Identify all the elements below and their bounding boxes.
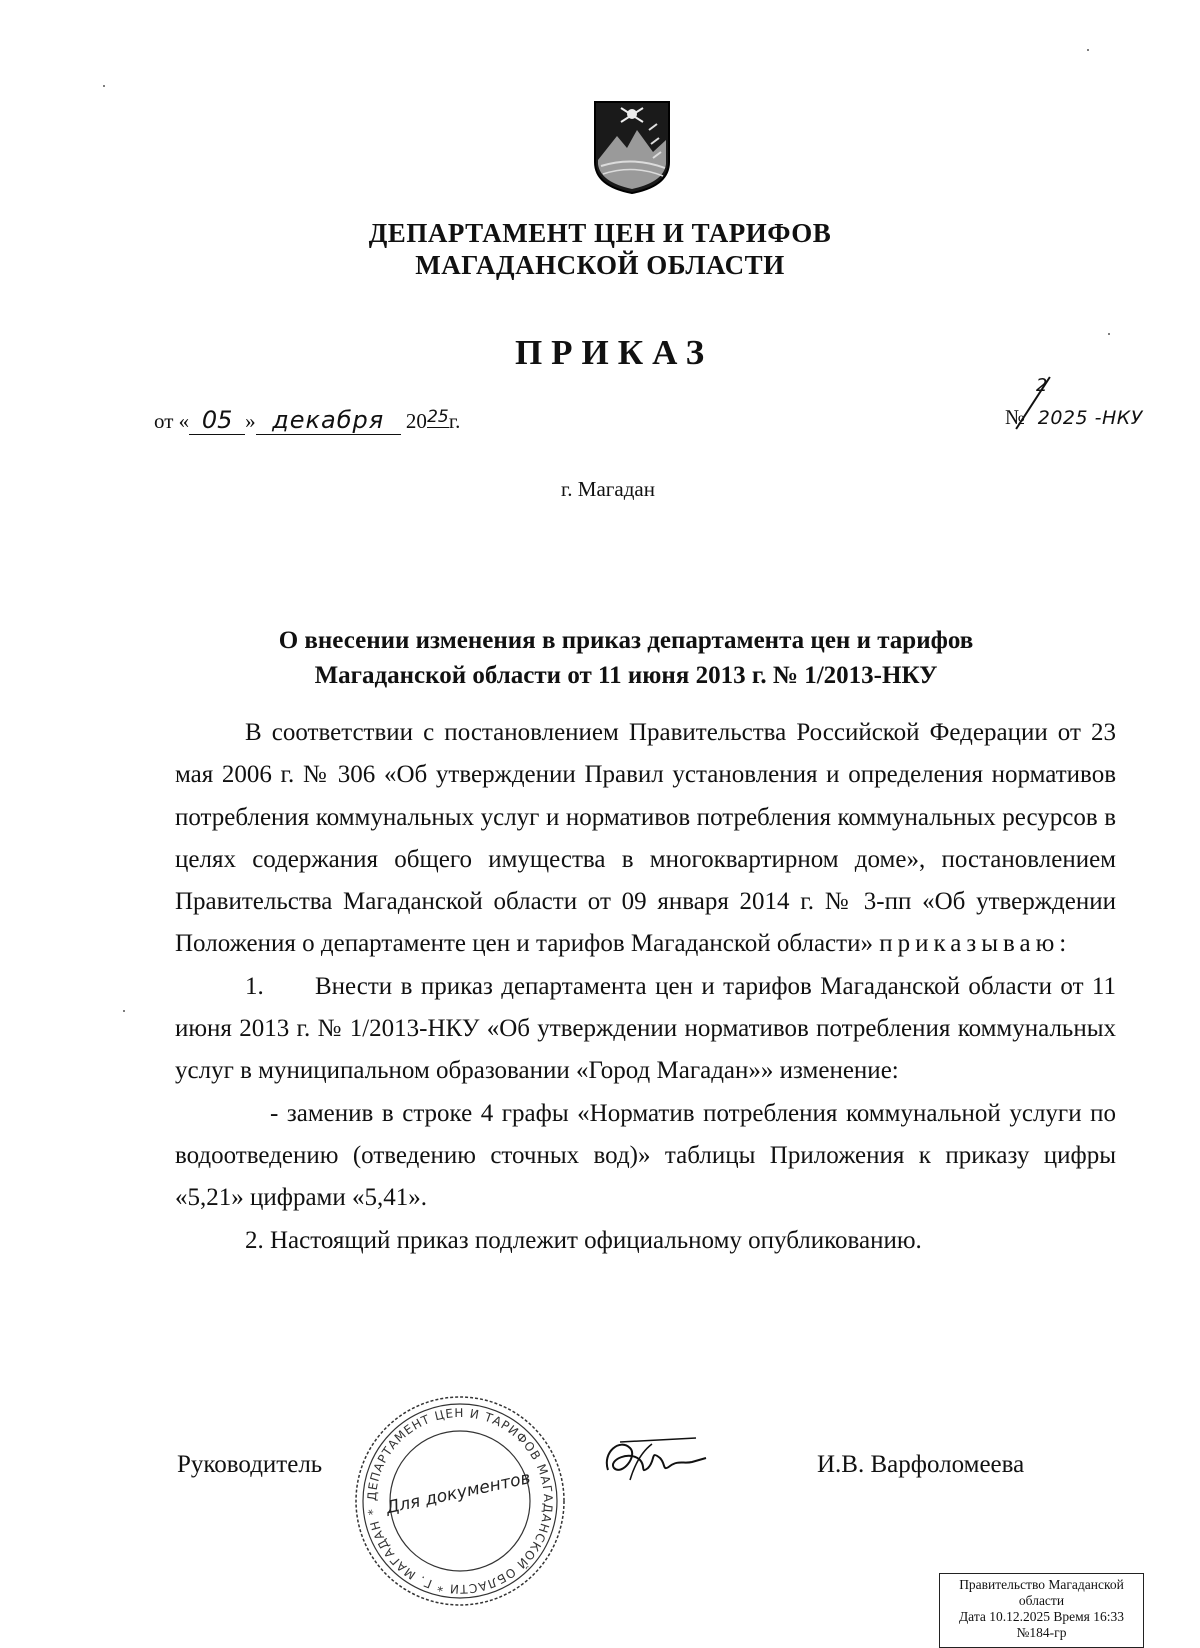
preamble-paragraph: [175, 712, 1116, 966]
order-title-line1: О внесении изменения в приказ департамента цен и тарифов: [278, 627, 974, 654]
scan-speck: [103, 85, 105, 87]
number-label: №: [1005, 405, 1026, 429]
preamble-text: В соответствии с постановлением Правительства Российской Федерации от 23 мая 2006 г. № 306 «Об утверждении Правил установления и определения нормативов потребления коммунальных услуг и нормативов потребления коммунальных ресурсов в целях содержания общего имущества в многоквартирном доме», постановлением Правительства Магаданской области от 09 января 2014 г. № 3-пп «Об утверждении Положения о департаменте цен и тарифов Магаданской области»: [175, 719, 1116, 958]
registration-line4: №184-гр: [1016, 1625, 1067, 1640]
item-1-paragraph: [175, 966, 1116, 1093]
registration-line2: области: [1018, 1593, 1065, 1608]
handwritten-signature: [600, 1430, 710, 1490]
order-date: [154, 406, 460, 435]
item-1-number: 1.: [245, 972, 264, 1000]
document-type-heading: ПРИКАЗ: [514, 333, 714, 372]
date-year-suffix: 25: [427, 407, 449, 427]
order-body: [175, 712, 1116, 1262]
number-value: 2025 -НКУ: [1037, 407, 1143, 429]
date-suffix: г.: [448, 409, 461, 433]
stamp-ring-text: ДЕПАРТАМЕНТ ЦЕН И ТАРИФОВ МАГАДАНСКОЙ ОБЛАСТИ * Г. МАГАДАН *: [364, 1405, 556, 1597]
date-day: 05: [189, 406, 245, 435]
scan-speck: [1087, 49, 1089, 51]
date-prefix: от «: [154, 409, 190, 433]
department-name-line1: ДЕПАРТАМЕНТ ЦЕН И ТАРИФОВ: [368, 218, 832, 248]
stamp-center-text: Для документов: [384, 1468, 533, 1519]
signatory-name: И.В. Варфоломеева: [817, 1451, 1025, 1478]
dash-item-paragraph: - заменив в строке 4 графы «Норматив потребления коммунальной услуги по водоотведению (отведению сточных вод)» таблицы Приложения к приказу цифры «5,21» цифрами «5,41».: [175, 1099, 1116, 1212]
official-stamp-icon: [351, 1392, 569, 1610]
scan-speck: [1108, 333, 1110, 335]
scan-speck: [123, 1010, 125, 1012]
order-word: приказываю:: [879, 930, 1072, 958]
date-mid: »: [245, 409, 256, 433]
number-superscript: 2: [1036, 375, 1048, 396]
department-name-line2: МАГАДАНСКОЙ ОБЛАСТИ: [415, 250, 785, 280]
coat-of-arms-icon: [593, 100, 671, 195]
registration-line1: Правительство Магаданской: [959, 1577, 1124, 1592]
registration-line3: Дата 10.12.2025 Время 16:33: [958, 1609, 1125, 1624]
signatory-role: Руководитель: [177, 1451, 323, 1478]
item-1-text: Внести в приказ департамента цен и тарифов Магаданской области от 11 июня 2013 г. № 1/2013-НКУ «Об утверждении нормативов потребления коммунальных услуг в муниципальном образовании «Город Магадан»» изменение:: [175, 972, 1116, 1085]
order-number: [1005, 405, 1150, 430]
city: г. Магадан: [561, 477, 655, 501]
registration-stamp: [939, 1573, 1144, 1648]
order-title-line2: Магаданской области от 11 июня 2013 г. № 1/2013-НКУ: [314, 662, 938, 689]
date-month: декабря: [256, 406, 401, 435]
date-year-prefix: 20: [405, 409, 427, 433]
item-2-paragraph: 2. Настоящий приказ подлежит официальному опубликованию.: [245, 1226, 922, 1254]
